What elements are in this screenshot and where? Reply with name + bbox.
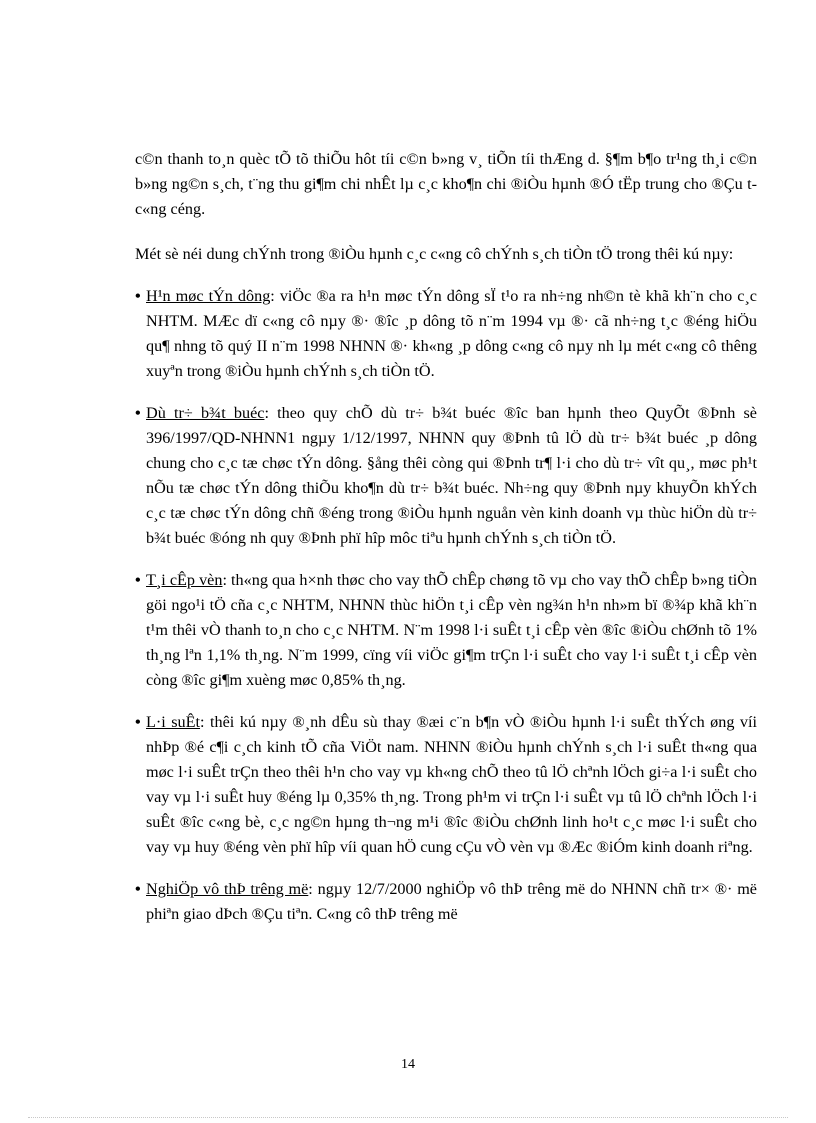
- item-text: : th«ng qua h×nh thøc cho vay thÕ chÊp chøng tõ vµ cho vay thÕ chÊp b»ng tiÒn göi ngo¹i tÖ cña c¸c NHTM, NHNN thùc hiÖn t¸i cÊp vèn ng¾n h¹n nh»m bï ®¾p khã kh¨n t¹m thêi vÒ thanh to¸n cho c¸c NHTM. N¨m 1998 l·i suÊt t¸i cÊp vèn ®îc ®iÒu chØnh tõ 1% th¸ng lªn 1,1% th¸ng. N¨m 1999, cïng víi viÖc gi¶m trÇn l·i suÊt cho vay l·i suÊt t¸i cÊp vèn còng ®îc gi¶m xuèng møc 0,85% th¸ng.: [146, 571, 757, 689]
- item-term: H¹n møc tÝn dông: [146, 287, 271, 305]
- list-item-reserve-requirement: [135, 401, 757, 551]
- item-term: NghiÖp vô thÞ trêng më: [146, 880, 309, 898]
- item-term: T¸i cÊp vèn: [146, 571, 223, 589]
- bullet-icon: •: [135, 713, 141, 731]
- list-item-refinancing: [135, 568, 757, 693]
- list-item-open-market: [135, 877, 757, 927]
- lead-paragraph: Mét sè néi dung chÝnh trong ®iÒu hµnh c¸c c«ng cô chÝnh s¸ch tiÒn tÖ trong thêi kú nµy:: [135, 245, 734, 263]
- list-item-interest-rate: [135, 710, 757, 860]
- intro-paragraph: c©n thanh to¸n quèc tÕ tõ thiÕu hôt tíi c©n b»ng v¸ tiÕn tíi thÆng d. §¶m b¶o tr¹ng th¸i c©n b»ng ng©n s¸ch, t¨ng thu gi¶m chi nhÊt lµ c¸c kho¶n chi ®iÒu hµnh ®Ó tËp trung cho ®Çu t c«ng céng.: [135, 150, 757, 218]
- page-bottom-divider: [28, 1117, 788, 1118]
- bullet-icon: •: [135, 571, 141, 589]
- item-term: L·i suÊt: [146, 713, 201, 731]
- bullet-icon: •: [135, 287, 141, 305]
- page-content: [135, 147, 757, 944]
- item-text: : thêi kú nµy ®¸nh dÊu sù thay ®æi c¨n b¶n vÒ ®iÒu hµnh l·i suÊt thÝch øng víi nhÞp ®é c¶i c¸ch kinh tÕ cña ViÖt nam. NHNN ®iÒu hµnh chÝnh s¸ch l·i suÊt th«ng qua møc l·i suÊt trÇn theo thêi h¹n cho vay vµ kh«ng chÕ theo tû lÖ chªnh lÖch gi÷a l·i suÊt cho vay vµ l·i suÊt huy ®éng lµ 0,35% th¸ng. Trong ph¹m vi trÇn l·i suÊt vµ tû lÖ chªnh lÖch l·i suÊt ®îc c«ng bè, c¸c ng©n hµng th¬ng m¹i ®îc ®iÒu chØnh linh ho¹t c¸c møc l·i suÊt cho vay vµ huy ®éng vèn phï hîp víi quan hÖ cung cÇu vÒ vèn vµ ®Æc ®iÓm kinh doanh riªng.: [146, 713, 757, 856]
- page-number: 14: [401, 1057, 415, 1072]
- item-text: : ngµy 12/7/2000 nghiÖp vô thÞ trêng më do NHNN chñ tr× ®· më phiªn giao dÞch ®Çu tiªn. C«ng cô thÞ trêng më: [146, 880, 757, 923]
- bullet-icon: •: [135, 880, 141, 898]
- item-text: : theo quy chÕ dù tr÷ b¾t buéc ®îc ban hµnh theo QuyÕt ®Þnh sè 396/1997/QD-NHNN1 ngµy 1/12/1997, NHNN quy ®Þnh tû lÖ dù tr÷ b¾t buéc ¸p dông chung cho c¸c tæ chøc tÝn dông. §ång thêi còng qui ®Þnh tr¶ l·i cho dù tr÷ vît qu¸, møc ph¹t nÕu tæ chøc tÝn dông thiÕu kho¶n dù tr÷ b¾t buéc. Nh÷ng quy ®Þnh nµy khuyÕn khÝch c¸c tæ chøc tÝn dông chñ ®éng trong ®iÒu hµnh nguån vèn kinh doanh vµ thùc hiÖn dù tr÷ b¾t buéc ®óng nh quy ®Þnh phï hîp môc tiªu hµnh chÝnh s¸ch tiÒn tÖ.: [146, 404, 757, 547]
- list-item-credit-limit: [135, 284, 757, 384]
- bullet-icon: •: [135, 404, 141, 422]
- item-text: : viÖc ®a ra h¹n møc tÝn dông sÏ t¹o ra nh÷ng nh©n tè khã kh¨n cho c¸c NHTM. MÆc dï c«ng cô nµy ®· ®îc ¸p dông tõ n¨m 1994 vµ ®· cã nh÷ng t¸c ®éng hiÖu qu¶ nhng tõ quý II n¨m 1998 NHNN ®· kh«ng ¸p dông c«ng cô nµy nh lµ mét c«ng cô thêng xuyªn trong ®iÒu hµnh chÝnh s¸ch tiÒn tÖ.: [146, 287, 757, 380]
- item-term: Dù tr÷ b¾t buéc: [146, 404, 265, 422]
